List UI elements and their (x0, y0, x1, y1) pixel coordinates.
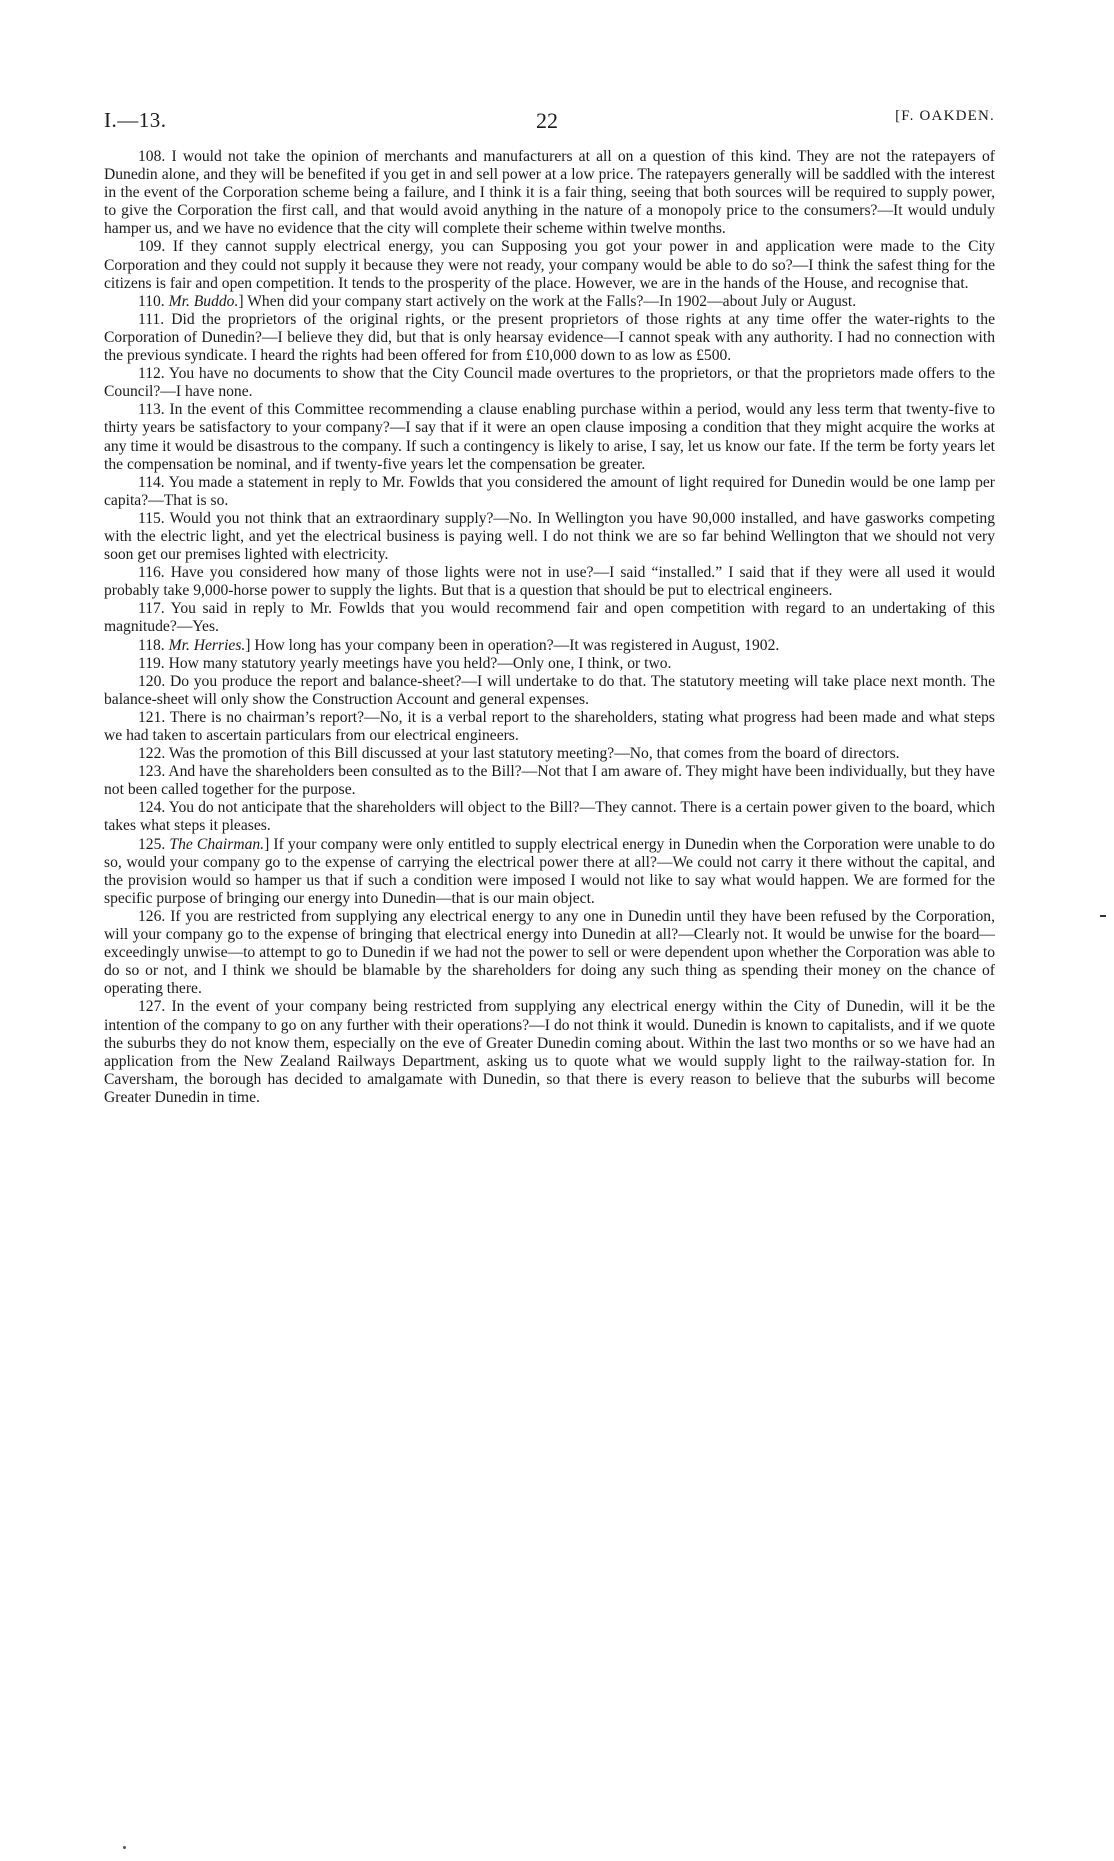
qa-paragraph (104, 238, 995, 292)
question-number: 114. (138, 473, 165, 491)
qa-paragraph (104, 401, 995, 473)
qa-paragraph (104, 709, 995, 745)
question-number: 122. (138, 745, 166, 763)
speaker-name: Mr. Buddo. (168, 292, 239, 310)
paragraph-text: How long has your company been in operation?—It was registered in August, 1902. (254, 636, 780, 654)
qa-paragraph (104, 745, 995, 763)
qa-paragraph (104, 564, 995, 600)
document-body (104, 148, 995, 1107)
paragraph-text: And have the shareholders been consulted as to the Bill?—Not that I am aware of. They might have been individually, but they have not been called together for the purpose. (104, 763, 995, 799)
qa-paragraph (104, 763, 995, 799)
speaker-name: Mr. Herries. (168, 636, 246, 654)
paragraph-text: If your company were only entitled to supply electrical energy in Dunedin when the Corporation were unable to do so, would your company go to the expense of carrying the electrical power there at all?—We could not carry it there without the capital, and the provision would so hamper us that if such a condition were imposed I would not like to say what would happen. We are formed for the specific purpose of bringing our energy into Dunedin—that is our main object. (104, 835, 995, 907)
qa-paragraph (104, 655, 995, 673)
paragraph-text: Did the proprietors of the original rights, or the present proprietors of those rights at any time offer the water-rights to the Corporation of Dunedin?—I believe they did, but that is only hearsay evidence—I cannot speak with any authority. I had no connection with the previous syndicate. I heard the rights had been offered for from £10,000 down to as low as £500. (104, 310, 995, 365)
qa-paragraph (104, 799, 995, 835)
paragraph-text: You said in reply to Mr. Fowlds that you would recommend fair and open competition with regard to an undertaking of this magnitude?—Yes. (104, 600, 995, 636)
question-number: 117. (138, 600, 165, 618)
paragraph-text: Would you not think that an extraordinary supply?—No. In Wellington you have 90,000 installed, and have gasworks competing with the electric light, and yet the electrical business is paying well. I do not think we are so far behind Wellington that we should not very soon get our premises lighted with electricity. (104, 509, 995, 564)
question-number: 112. (138, 365, 165, 383)
question-number: 119. (138, 654, 165, 672)
paragraph-text: In the event of your company being restricted from supplying any electrical energy within the City of Dunedin, will it be the intention of the company to go on any further with their operations?—I do not think it would. Dunedin is known to capitalists, and if we quote the suburbs they do not know them, especially on the eve of Greater Dunedin coming about. Within the last two months or so we have had an application from the New Zealand Railways Department, asking us to quote what we would supply light to the railway-station for. In Caversham, the borough has decided to amalgamate with Dunedin, so that there is every reason to believe that the suburbs will become Greater Dunedin in time. (104, 998, 995, 1106)
paragraph-text: You have no documents to show that the City Council made overtures to the proprietors, or that the proprietors made offers to the Council?—I have none. (104, 365, 995, 401)
question-number: 125. (138, 835, 166, 853)
qa-paragraph (104, 673, 995, 709)
page-number: 22 (536, 108, 558, 133)
paper-number: I.—13. (104, 108, 167, 132)
qa-paragraph (104, 311, 995, 365)
question-number: 118. (138, 636, 165, 654)
qa-paragraph (104, 474, 995, 510)
paragraph-text: I would not take the opinion of merchants and manufacturers at all on a question of this kind. They are not the ratepayers of Dunedin alone, and they will be benefited if you get in and sell power at a low price. The ratepayers generally will be saddled with the interest in the event of the Corporation scheme being a failure, and I think it is a fair thing, seeing that both sources will be required to supply power, to give the Corporation the first call, and that would avoid anything in the nature of a monopoly price to the consumers?—It would unduly hamper us, and we have no evidence that the city will complete their scheme within twelve months. (104, 148, 995, 238)
question-number: 126. (138, 907, 166, 925)
question-number: 127. (138, 998, 166, 1016)
paragraph-text: You do not anticipate that the shareholders will object to the Bill?—They cannot. There is a certain power given to the board, which takes what steps it pleases. (104, 799, 995, 835)
question-number: 108. (138, 148, 166, 165)
paragraph-text: How many statutory yearly meetings have you held?—Only one, I think, or two. (168, 654, 672, 672)
document-page (104, 108, 995, 1107)
paragraph-text: Do you produce the report and balance-sheet?—I will undertake to do that. The statutory meeting will take place next month. The balance-sheet will only show the Construction Account and general expenses. (104, 672, 995, 708)
qa-paragraph (104, 998, 995, 1107)
paragraph-text: In the event of this Committee recommending a clause enabling purchase within a period, would any less term that twenty-five to thirty years be satisfactory to your company?—I say that if it were an open clause imposing a condition that they might acquire the works at any time it would be disastrous to the company. If such a contingency is likely to arise, I say, let us know our fate. If the term be forty years let the compensation be nominal, and if twenty-five years let the compensation be greater. (104, 401, 996, 473)
qa-paragraph (104, 148, 995, 238)
paragraph-text: There is no chairman’s report?—No, it is a verbal report to the shareholders, stating what progress had been made and what steps we had taken to ascertain particulars from our electrical engineers. (104, 708, 995, 744)
qa-paragraph: 118. Mr. Herries.] How long has your company been in operation?—It was registered in August, 1902. (138, 636, 780, 654)
qa-paragraph (104, 510, 995, 564)
paragraph-text: If you are restricted from supplying any electrical energy to any one in Dunedin until they have been refused by the Corporation, will your company go to the expense of bringing that electrical energy into Dunedin at all?—Clearly not. It would be unwise for the board—exceedingly unwise—to attempt to go to Dunedin if we had not the power to sell or were dependent upon whether the Corporation was able to do so or not, and I think we should be blamable by the shareholders for doing any such thing as spending their money on the chance of operating there. (104, 907, 995, 998)
qa-paragraph (104, 365, 995, 401)
scan-speck (123, 1846, 126, 1849)
paragraph-text: Have you considered how many of those lights were not in use?—I said “installed.” I said that if they were all used it would probably take 9,000-horse power to supply the lights. But that is a question that should be put to electrical engineers. (104, 564, 995, 600)
qa-paragraph: 125. The Chairman.] If your company were only entitled to supply electrical energy in Dunedin when the Corporation were unable to do so, would your company go to the expense of carrying the electrical power there at all?—We could not carry it there without the capital, and the provision would so hamper us that if such a condition were imposed I would not like to say what would happen. We are formed for the specific purpose of bringing our energy into Dunedin—that is our main object. (104, 835, 995, 907)
qa-paragraph: 110. Mr. Buddo.] When did your company start actively on the work at the Falls?—In 1902—about July or August. (138, 292, 857, 310)
paragraph-text: When did your company start actively on the work at the Falls?—In 1902—about July or August. (247, 292, 857, 310)
margin-mark (1100, 915, 1106, 917)
paragraph-text: Was the promotion of this Bill discussed at your last statutory meeting?—No, that comes from the board of directors. (168, 745, 900, 763)
question-number: 109. (138, 238, 166, 256)
question-number: 123. (138, 763, 166, 781)
question-number: 115. (138, 509, 165, 527)
question-number: 116. (138, 564, 165, 582)
question-number: 124. (138, 799, 166, 817)
qa-paragraph (104, 908, 995, 998)
question-number: 111. (138, 310, 165, 328)
question-number: 110. (138, 292, 165, 310)
page-header (104, 108, 995, 148)
question-number: 120. (138, 672, 166, 690)
question-number: 121. (138, 708, 166, 726)
paragraph-text: You made a statement in reply to Mr. Fowlds that you considered the amount of light required for Dunedin would be one lamp per capita?—That is so. (104, 473, 995, 509)
question-number: 113. (138, 401, 165, 419)
qa-paragraph (104, 600, 995, 636)
witness-name: [F. OAKDEN. (895, 108, 995, 124)
paragraph-text: If they cannot supply electrical energy, you can Supposing you got your power in and application were made to the City Corporation and they could not supply it because they were not ready, your company would be able to do so?—I think the safest thing for the citizens is fair and open competition. It tends to the prosperity of the place. However, we are in the hands of the House, and recognise that. (104, 238, 995, 292)
speaker-name: The Chairman. (169, 835, 265, 853)
